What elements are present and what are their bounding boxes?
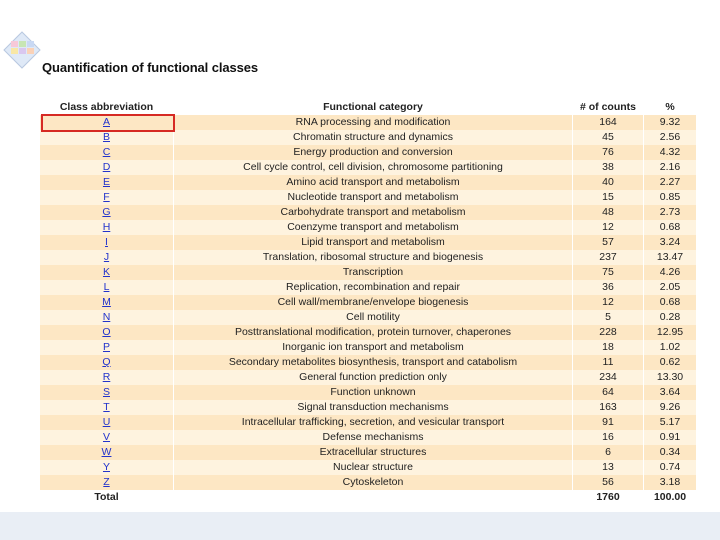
percent-cell: 13.47 [643,250,696,265]
functional-category-cell: Coenzyme transport and metabolism [173,220,572,235]
percent-cell: 9.26 [643,400,696,415]
class-abbreviation-link[interactable] [40,130,173,145]
table-row [40,145,696,160]
table-row [40,445,696,460]
table-row [40,250,696,265]
class-link-e[interactable]: E [102,176,110,188]
functional-category-cell: Intracellular trafficking, secretion, and vesicular transport [173,415,572,430]
count-cell: 36 [572,280,643,295]
percent-cell: 0.68 [643,220,696,235]
class-link-k[interactable]: K [102,266,110,278]
count-cell: 64 [572,385,643,400]
class-abbreviation-link[interactable] [40,295,173,310]
table-row [40,205,696,220]
class-link-i[interactable]: I [105,236,108,248]
class-link-l[interactable]: L [103,281,110,293]
table-row [40,460,696,475]
class-abbreviation-link[interactable] [40,400,173,415]
functional-category-cell: Extracellular structures [173,445,572,460]
functional-category-cell: Chromatin structure and dynamics [173,130,572,145]
class-abbreviation-link[interactable] [40,160,173,175]
functional-category-cell: Translation, ribosomal structure and biogenesis [173,250,572,265]
total-count: 1760 [572,490,643,505]
count-cell: 91 [572,415,643,430]
percent-cell: 2.56 [643,130,696,145]
table-row [40,220,696,235]
class-link-g[interactable]: G [102,206,111,218]
class-link-f[interactable]: F [103,191,110,203]
functional-category-cell: RNA processing and modification [173,115,572,130]
functional-category-cell: Replication, recombination and repair [173,280,572,295]
functional-category-cell: Lipid transport and metabolism [173,235,572,250]
class-link-q[interactable]: Q [102,356,111,368]
functional-category-cell: Nuclear structure [173,460,572,475]
class-abbreviation-link[interactable] [40,265,173,280]
class-abbreviation-link[interactable] [40,205,173,220]
percent-cell: 3.24 [643,235,696,250]
class-link-p[interactable]: P [102,341,110,353]
table-row [40,430,696,445]
count-cell: 228 [572,325,643,340]
table-row [40,415,696,430]
percent-cell: 2.05 [643,280,696,295]
header-percent: % [643,100,696,115]
class-abbreviation-link[interactable] [40,250,173,265]
percent-cell: 13.30 [643,370,696,385]
functional-category-cell: Defense mechanisms [173,430,572,445]
class-link-h[interactable]: H [102,221,111,233]
percent-cell: 2.16 [643,160,696,175]
page-title: Quantification of functional classes [42,60,258,75]
percent-cell: 0.34 [643,445,696,460]
count-cell: 40 [572,175,643,190]
class-link-w[interactable]: W [101,446,112,458]
table-row [40,295,696,310]
class-link-o[interactable]: O [102,326,111,338]
class-abbreviation-link[interactable] [40,385,173,400]
class-link-c[interactable]: C [102,146,111,158]
count-cell: 18 [572,340,643,355]
count-cell: 11 [572,355,643,370]
functional-category-cell: Secondary metabolites biosynthesis, transport and catabolism [173,355,572,370]
percent-cell: 1.02 [643,340,696,355]
percent-cell: 0.28 [643,310,696,325]
total-spacer [173,490,572,505]
count-cell: 76 [572,145,643,160]
functional-category-cell: Cell wall/membrane/envelope biogenesis [173,295,572,310]
count-cell: 237 [572,250,643,265]
table-row [40,280,696,295]
class-abbreviation-link[interactable] [40,175,173,190]
functional-category-cell: Transcription [173,265,572,280]
count-cell: 12 [572,220,643,235]
table-row [40,160,696,175]
percent-cell: 4.26 [643,265,696,280]
percent-cell: 0.91 [643,430,696,445]
functional-classes-table [40,100,696,505]
count-cell: 56 [572,475,643,490]
count-cell: 5 [572,310,643,325]
class-abbreviation-link[interactable] [40,430,173,445]
count-cell: 6 [572,445,643,460]
percent-cell: 3.64 [643,385,696,400]
table-row [40,175,696,190]
table-header-row [40,100,696,115]
class-abbreviation-link[interactable] [40,310,173,325]
class-link-s[interactable]: S [102,386,110,398]
class-link-m[interactable]: M [102,296,111,308]
count-cell: 12 [572,295,643,310]
class-abbreviation-link[interactable] [40,370,173,385]
count-cell: 13 [572,460,643,475]
functional-category-cell: General function prediction only [173,370,572,385]
header-functional-category: Functional category [173,100,572,115]
count-cell: 16 [572,430,643,445]
table-body [40,115,696,490]
class-abbreviation-link[interactable] [40,460,173,475]
table-row [40,475,696,490]
class-abbreviation-link[interactable] [40,220,173,235]
class-abbreviation-link[interactable] [40,115,173,130]
percent-cell: 4.32 [643,145,696,160]
class-link-b[interactable]: B [102,131,110,143]
percent-cell: 0.85 [643,190,696,205]
total-percent: 100.00 [643,490,696,505]
functional-category-cell: Energy production and conversion [173,145,572,160]
class-abbreviation-link[interactable] [40,475,173,490]
percent-cell: 2.27 [643,175,696,190]
functional-category-cell: Signal transduction mechanisms [173,400,572,415]
class-abbreviation-link[interactable] [40,145,173,160]
table-row [40,355,696,370]
class-link-u[interactable]: U [102,416,111,428]
percent-cell: 3.18 [643,475,696,490]
class-link-n[interactable]: N [102,311,111,323]
table-row [40,310,696,325]
functional-category-cell: Carbohydrate transport and metabolism [173,205,572,220]
percent-cell: 2.73 [643,205,696,220]
class-abbreviation-link[interactable] [40,235,173,250]
table-row [40,235,696,250]
header-counts: # of counts [572,100,643,115]
table-row [40,190,696,205]
class-link-y[interactable]: Y [102,461,110,473]
total-row [40,490,696,505]
class-link-d[interactable]: D [102,161,111,173]
table-row [40,370,696,385]
class-abbreviation-link[interactable] [40,340,173,355]
count-cell: 15 [572,190,643,205]
functional-category-cell: Cell motility [173,310,572,325]
percent-cell: 0.68 [643,295,696,310]
class-link-a[interactable]: A [102,116,110,128]
header-class-abbreviation: Class abbreviation [40,100,173,115]
class-abbreviation-link[interactable] [40,415,173,430]
count-cell: 57 [572,235,643,250]
table-row [40,130,696,145]
class-abbreviation-link[interactable] [40,355,173,370]
total-label: Total [40,490,173,505]
functional-category-cell: Posttranslational modification, protein turnover, chaperones [173,325,572,340]
count-cell: 38 [572,160,643,175]
count-cell: 75 [572,265,643,280]
table-row [40,325,696,340]
percent-cell: 5.17 [643,415,696,430]
count-cell: 163 [572,400,643,415]
class-abbreviation-link[interactable] [40,190,173,205]
count-cell: 45 [572,130,643,145]
class-link-j[interactable]: J [103,251,110,263]
percent-cell: 0.62 [643,355,696,370]
colored-grid-logo-icon [2,30,42,70]
percent-cell: 0.74 [643,460,696,475]
functional-category-cell: Inorganic ion transport and metabolism [173,340,572,355]
functional-category-cell: Function unknown [173,385,572,400]
class-link-z[interactable]: Z [103,476,110,488]
percent-cell: 9.32 [643,115,696,130]
functional-category-cell: Nucleotide transport and metabolism [173,190,572,205]
table-row [40,115,696,130]
count-cell: 234 [572,370,643,385]
class-link-t[interactable]: T [103,401,110,413]
percent-cell: 12.95 [643,325,696,340]
table-row [40,265,696,280]
functional-category-cell: Cytoskeleton [173,475,572,490]
count-cell: 48 [572,205,643,220]
class-abbreviation-link[interactable] [40,280,173,295]
class-abbreviation-link[interactable] [40,445,173,460]
functional-category-cell: Amino acid transport and metabolism [173,175,572,190]
count-cell: 164 [572,115,643,130]
class-abbreviation-link[interactable] [40,325,173,340]
table-row [40,400,696,415]
class-link-r[interactable]: R [102,371,111,383]
class-link-v[interactable]: V [102,431,110,443]
table-row [40,340,696,355]
functional-category-cell: Cell cycle control, cell division, chromosome partitioning [173,160,572,175]
table-row [40,385,696,400]
